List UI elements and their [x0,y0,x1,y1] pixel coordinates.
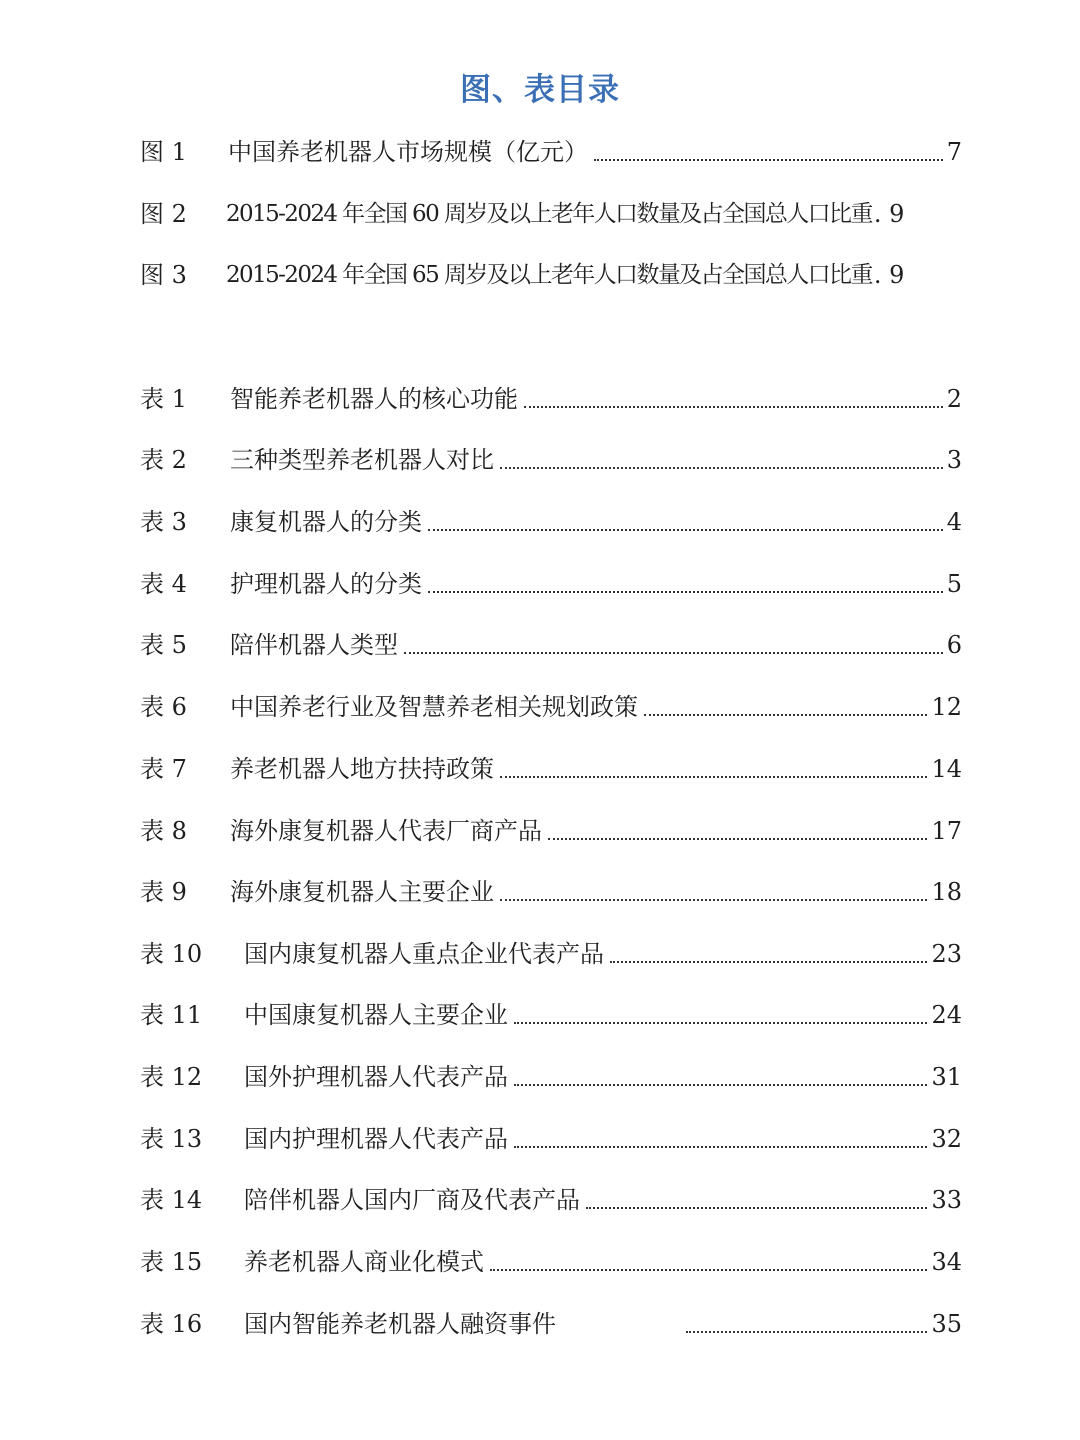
entry-label: 表 3 [140,508,187,536]
entry-title: 2015-2024 年全国 65 周岁及以上老年人口数量及占全国总人口比重 [226,262,872,288]
entry-page-number: 17 [931,817,962,845]
toc-entry-table-8[interactable] [140,809,962,853]
entry-page-number: 7 [946,138,962,166]
entry-title: 康复机器人的分类 [230,508,422,536]
entry-title: 养老机器人地方扶持政策 [230,755,494,783]
entry-page-number: 6 [946,631,962,659]
entry-label: 表 13 [140,1125,203,1153]
entry-label: 图 2 [140,200,187,228]
toc-entry-table-2[interactable] [140,438,962,482]
dot-leader [404,652,943,654]
toc-entry-table-11[interactable] [140,993,962,1037]
entry-page-number: . 9 [873,200,905,228]
entry-title: 中国康复机器人主要企业 [244,1001,508,1029]
entry-label: 表 4 [140,570,187,598]
toc-entry-figure-3[interactable] [140,253,962,297]
entry-label: 表 16 [140,1310,203,1338]
toc-entry-table-14[interactable] [140,1178,962,1222]
toc-entry-table-3[interactable] [140,500,962,544]
entry-page-number: 18 [931,878,962,906]
dot-leader [644,714,927,716]
entry-title: 国内护理机器人代表产品 [244,1125,508,1153]
entry-label: 表 15 [140,1248,203,1276]
dot-leader [514,1022,927,1024]
entry-title: 护理机器人的分类 [230,570,422,598]
toc-entry-figure-2[interactable] [140,192,962,236]
dot-leader [548,838,927,840]
toc-entry-table-12[interactable] [140,1055,962,1099]
toc-entry-table-5[interactable] [140,623,962,667]
entry-label: 图 1 [140,138,187,166]
toc-entry-table-9[interactable] [140,870,962,914]
toc-entry-table-10[interactable] [140,932,962,976]
dot-leader [500,467,943,469]
dot-leader [586,1207,927,1209]
entry-label: 表 10 [140,940,203,968]
entry-label: 图 3 [140,261,187,289]
entry-page-number: 23 [931,940,962,968]
dot-leader [610,961,927,963]
dot-leader [500,776,927,778]
toc-entry-table-1[interactable] [140,377,962,421]
entry-title: 陪伴机器人类型 [230,631,398,659]
toc-entry-table-15[interactable] [140,1240,962,1284]
entry-title: 国外护理机器人代表产品 [244,1063,508,1091]
entry-page-number: 34 [931,1248,962,1276]
entry-page-number: 3 [946,446,962,474]
entry-title: 国内智能养老机器人融资事件 [244,1310,556,1338]
dot-leader [686,1331,927,1333]
entry-label: 表 7 [140,755,187,783]
entry-label: 表 1 [140,385,187,413]
entry-page-number: 24 [931,1001,962,1029]
toc-entry-table-13[interactable] [140,1117,962,1161]
dot-leader [428,591,943,593]
dot-leader [514,1084,927,1086]
entry-title: 2015-2024 年全国 60 周岁及以上老年人口数量及占全国总人口比重 [226,201,872,227]
toc-entry-table-16[interactable] [140,1302,962,1346]
toc-entry-table-4[interactable] [140,562,962,606]
entry-title: 海外康复机器人主要企业 [230,878,494,906]
entry-page-number: 4 [946,508,962,536]
dot-leader [594,159,943,161]
entry-page-number: 31 [931,1063,962,1091]
entry-label: 表 8 [140,817,187,845]
entry-page-number: 14 [931,755,962,783]
toc-entry-table-7[interactable] [140,747,962,791]
entry-label: 表 11 [140,1001,203,1029]
toc-entry-figure-1[interactable] [140,130,962,174]
entry-title: 陪伴机器人国内厂商及代表产品 [244,1186,580,1214]
entry-title: 海外康复机器人代表厂商产品 [230,817,542,845]
dot-leader [490,1269,927,1271]
entry-page-number: 5 [946,570,962,598]
toc-entry-table-6[interactable] [140,685,962,729]
entry-page-number: 35 [931,1310,962,1338]
entry-title: 养老机器人商业化模式 [244,1248,484,1276]
page-title: 图、表目录 [460,72,620,108]
entry-title: 智能养老机器人的核心功能 [230,385,518,413]
dot-leader [514,1146,927,1148]
dot-leader [524,406,943,408]
dot-leader [428,529,943,531]
entry-label: 表 5 [140,631,187,659]
entry-label: 表 14 [140,1186,203,1214]
entry-title: 中国养老行业及智慧养老相关规划政策 [230,693,638,721]
entry-label: 表 6 [140,693,187,721]
entry-page-number: . 9 [873,261,905,289]
dot-leader [500,899,927,901]
entry-title: 国内康复机器人重点企业代表产品 [244,940,604,968]
entry-label: 表 12 [140,1063,203,1091]
entry-label: 表 9 [140,878,187,906]
entry-page-number: 12 [931,693,962,721]
entry-label: 表 2 [140,446,187,474]
entry-page-number: 32 [931,1125,962,1153]
entry-page-number: 2 [946,385,962,413]
entry-title: 中国养老机器人市场规模（亿元） [228,138,588,166]
entry-title: 三种类型养老机器人对比 [230,446,494,474]
entry-page-number: 33 [931,1186,962,1214]
